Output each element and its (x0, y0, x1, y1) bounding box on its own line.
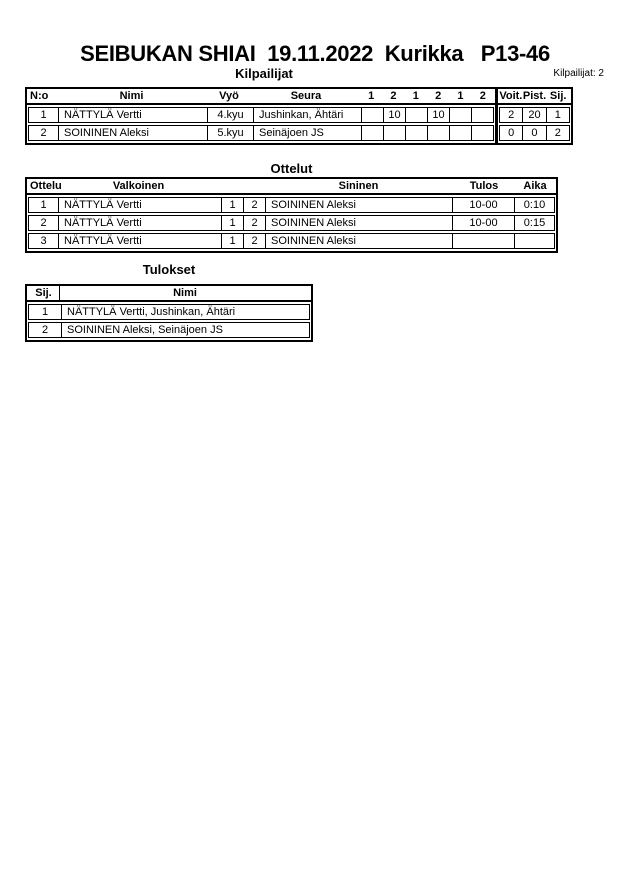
header-cell-round-3: 1 (412, 89, 419, 102)
cell-time (514, 234, 554, 248)
cell-blue-number: 2 (243, 198, 265, 212)
cell-pist: 0 (522, 126, 545, 140)
cell-white-number: 1 (221, 198, 243, 212)
cell-seura: Jushinkan, Ähtäri (253, 108, 361, 122)
result-row (28, 322, 310, 338)
cell-match-number: 2 (40, 216, 47, 229)
cell-round-score: 10 (427, 108, 449, 122)
cell-no: 1 (40, 108, 47, 121)
header-cell-aika: Aika (523, 179, 547, 192)
cell-seura: Seinäjoen JS (253, 126, 361, 140)
cell-white-number: 1 (221, 216, 243, 230)
cell-match-number: 3 (40, 234, 47, 247)
cell-no: 2 (40, 126, 47, 139)
header-cell-tulos: Tulos (469, 179, 499, 192)
cell-result (452, 234, 514, 248)
cell-round-score (405, 108, 427, 122)
cell-match-number: 1 (40, 198, 47, 211)
points-row (499, 125, 570, 141)
ottelut-section-heading: Ottelut (270, 161, 313, 176)
cell-result: 10-00 (452, 198, 514, 212)
cell-round-score (427, 126, 449, 140)
kilpailijat-points-box (496, 87, 573, 145)
cell-blue-competitor: SOININEN Aleksi (265, 234, 452, 248)
cell-round-score (361, 108, 383, 122)
header-cell-sij: Sij. (28, 286, 60, 300)
header-cell-ottelu: Ottelu (30, 179, 62, 192)
cell-voit: 0 (508, 126, 515, 139)
header-cell-round-2: 2 (390, 89, 397, 102)
cell-vyo: 4.kyu (207, 108, 253, 122)
cell-placing: 1 (41, 305, 49, 318)
cell-round-score (449, 108, 471, 122)
cell-blue-competitor: SOININEN Aleksi (265, 216, 452, 230)
cell-result-name: SOININEN Aleksi, Seinäjoen JS (61, 323, 309, 337)
ottelut-table (25, 177, 558, 253)
tulokset-header-row (27, 286, 311, 302)
cell-time: 0:15 (514, 216, 554, 230)
header-cell-voit: Voit. (499, 89, 523, 102)
cell-time: 0:10 (514, 198, 554, 212)
header-cell-sininen: Sininen (338, 179, 379, 192)
cell-result-name: NÄTTYLÄ Vertti, Jushinkan, Ähtäri (61, 305, 309, 319)
header-cell-round-6: 2 (479, 89, 486, 102)
cell-round-score (361, 126, 383, 140)
cell-round-score: 10 (383, 108, 405, 122)
header-cell-nimi: Nimi (173, 286, 197, 299)
cell-round-score (449, 126, 471, 140)
points-row (499, 107, 570, 123)
match-row (28, 197, 555, 213)
cell-white-competitor: NÄTTYLÄ Vertti (58, 234, 221, 248)
cell-white-number: 1 (221, 234, 243, 248)
competitor-row (28, 125, 494, 141)
header-cell-round-4: 2 (435, 89, 442, 102)
cell-round-score (471, 108, 493, 122)
header-cell-no: N:o (30, 89, 49, 102)
kilpailijat-main-box (25, 87, 497, 145)
cell-blue-competitor: SOININEN Aleksi (265, 198, 452, 212)
header-cell-round-1: 1 (368, 89, 375, 102)
kilpailijat-table (25, 87, 573, 145)
tulokset-section-heading: Tulokset (142, 262, 196, 277)
cell-voit: 2 (508, 108, 515, 121)
cell-blue-number: 2 (243, 216, 265, 230)
header-cell-valkoinen: Valkoinen (112, 179, 165, 192)
cell-result: 10-00 (452, 216, 514, 230)
points-header-row (498, 89, 571, 105)
tulokset-box (25, 284, 313, 342)
cell-round-score (471, 126, 493, 140)
result-row (28, 304, 310, 320)
cell-white-competitor: NÄTTYLÄ Vertti (58, 198, 221, 212)
header-cell-sij: Sij. (549, 89, 567, 102)
cell-round-score (383, 126, 405, 140)
page-title: SEIBUKAN SHIAI 19.11.2022 Kurikka P13-46 (80, 41, 550, 66)
cell-nimi: NÄTTYLÄ Vertti (58, 108, 207, 122)
kilpailijat-section-heading: Kilpailijat (235, 66, 293, 81)
kilpailijat-header-row (27, 89, 495, 105)
competitor-row (28, 107, 494, 123)
header-cell-nimi: Nimi (119, 89, 144, 102)
cell-placing: 2 (41, 323, 49, 336)
cell-sij: 1 (546, 108, 569, 122)
header-cell-round-5: 1 (457, 89, 464, 102)
header-cell-vyo: Vyö (219, 89, 239, 102)
match-row (28, 233, 555, 249)
header-cell-pist: Pist. (522, 89, 547, 102)
header-cell-seura: Seura (290, 89, 322, 102)
ottelut-header-row (27, 179, 556, 195)
tulokset-table (25, 284, 313, 342)
competitors-count-label: Kilpailijat: 2 (553, 68, 604, 79)
match-row (28, 215, 555, 231)
cell-blue-number: 2 (243, 234, 265, 248)
ottelut-box (25, 177, 558, 253)
cell-pist: 20 (522, 108, 545, 122)
cell-round-score (405, 126, 427, 140)
cell-vyo: 5.kyu (207, 126, 253, 140)
cell-sij: 2 (546, 126, 569, 140)
cell-nimi: SOININEN Aleksi (58, 126, 207, 140)
cell-white-competitor: NÄTTYLÄ Vertti (58, 216, 221, 230)
